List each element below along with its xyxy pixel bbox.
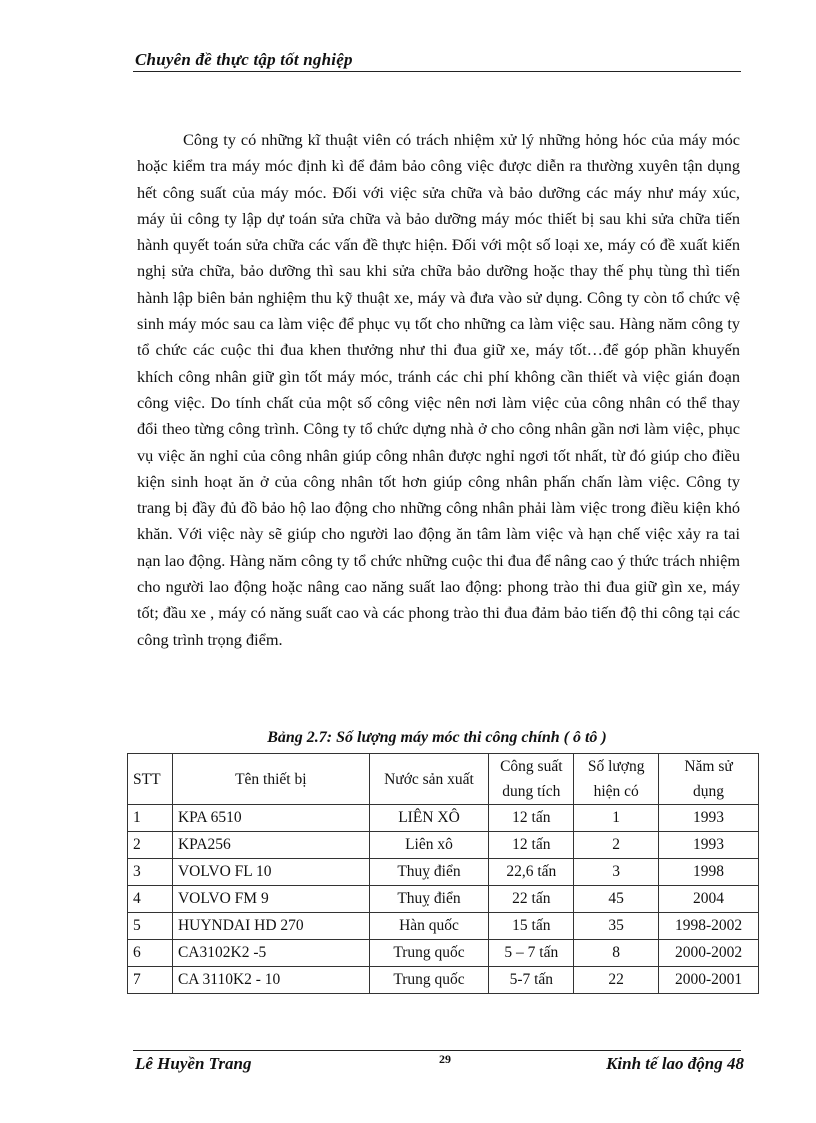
table-header-row [128,754,759,805]
cell-name: VOLVO FM 9 [172,886,369,913]
body-paragraph: Công ty có những kĩ thuật viên có trách nhiệm xử lý những hỏng hóc của máy móc hoặc kiểm tra máy móc định kì để đảm bảo công việc được diễn ra thường xuyên tận dụng hết công suất của máy móc. Đối với việc sửa chữa và bảo dưỡng các máy như máy xúc, máy ủi công ty lập dự toán sửa chữa và bảo dưỡng máy móc thiết bị sau khi sửa chữa tiến hành quyết toán sửa chữa các vấn đề thực hiện. Đối với một số loại xe, máy có đề xuất kiến nghị sửa chữa, bảo dưỡng thì sau khi sửa chữa bảo dưỡng hoặc thay thế phụ tùng thì tiến hành lập biên bản nghiệm thu kỹ thuật xe, máy và đưa vào sử dụng. Công ty còn tổ chức vệ sinh máy móc sau ca làm việc để phục vụ tốt cho những ca làm việc sau. Hàng năm công ty tổ chức các cuộc thi đua khen thưởng như thi đua giữ xe, máy tốt…để góp phần khuyến khích công nhân giữ gìn tốt máy móc, tránh các chi phí không cần thiết và việc gián đoạn công việc. Do tính chất của một số công việc nên nơi làm việc của công nhân có thể thay đổi theo từng công trình. Công ty tổ chức dựng nhà ở cho công nhân gần nơi làm việc, phục vụ việc ăn nghỉ của công nhân giúp công nhân được nghỉ ngơi tốt nhất, từ đó giúp cho điều kiện sinh hoạt ăn ở của công nhân tốt hơn giúp công nhân phấn chấn làm việc. Công ty trang bị đầy đủ đồ bảo hộ lao động cho những công nhân phải làm việc trong điều kiện khó khăn. Với việc này sẽ giúp cho người lao động ăn tâm làm việc và hạn chế việc xảy ra tai nạn lao động. Hàng năm công ty tổ chức những cuộc thi đua để nâng cao ý thức trách nhiệm cho người lao động hoặc nâng cao năng suất lao động: phong trào thi đua giữ gìn xe, máy tốt; đầu xe , máy có năng suất cao và các phong trào thi đua đảm bảo tiến độ thi công tại các công trình trọng điểm. [137,130,740,649]
header-country: Nước sản xuất [369,754,489,805]
cell-country: Thuỵ điển [369,886,489,913]
cell-qty: 22 [574,967,659,994]
table-row [128,832,759,859]
header-year-line1: Năm sử [684,758,733,775]
cell-capacity: 5 – 7 tấn [489,940,574,967]
table-row [128,805,759,832]
body-text [137,127,740,653]
header-qty [574,754,659,805]
cell-qty: 45 [574,886,659,913]
header-capacity-line1: Công suất [500,758,563,775]
table-row [128,913,759,940]
cell-year: 1993 [659,832,759,859]
cell-qty: 2 [574,832,659,859]
cell-stt: 2 [128,832,173,859]
cell-stt: 7 [128,967,173,994]
table-caption [0,729,816,747]
cell-country: LIÊN XÔ [369,805,489,832]
table-row [128,940,759,967]
cell-name: KPA 6510 [172,805,369,832]
header-qty-line1: Số lượng [587,758,645,775]
cell-name: VOLVO FL 10 [172,859,369,886]
cell-name: KPA256 [172,832,369,859]
header-rule [133,71,741,72]
header-year-line2: dụng [693,783,725,800]
cell-stt: 3 [128,859,173,886]
cell-year: 2000-2001 [659,967,759,994]
footer-author: Lê Huyền Trang [135,1054,252,1073]
footer-class-name: Kinh tế lao động 48 [606,1054,744,1073]
cell-stt: 5 [128,913,173,940]
cell-stt: 4 [128,886,173,913]
page-number: 29 [439,1052,451,1066]
table-row [128,859,759,886]
cell-country: Liên xô [369,832,489,859]
cell-qty: 8 [574,940,659,967]
cell-capacity: 15 tấn [489,913,574,940]
cell-qty: 1 [574,805,659,832]
cell-qty: 3 [574,859,659,886]
cell-capacity: 12 tấn [489,832,574,859]
cell-year: 2000-2002 [659,940,759,967]
equipment-table [127,753,759,994]
footer-rule [133,1050,741,1051]
cell-year: 2004 [659,886,759,913]
cell-name: CA3102K2 -5 [172,940,369,967]
header-year [659,754,759,805]
cell-stt: 1 [128,805,173,832]
cell-capacity: 12 tấn [489,805,574,832]
cell-name: CA 3110K2 - 10 [172,967,369,994]
cell-capacity: 5-7 tấn [489,967,574,994]
cell-country: Hàn quốc [369,913,489,940]
header-capacity-line2: dung tích [502,783,561,800]
table-row [128,886,759,913]
cell-country: Thuỵ điển [369,859,489,886]
cell-qty: 35 [574,913,659,940]
cell-stt: 6 [128,940,173,967]
cell-country: Trung quốc [369,967,489,994]
header-name: Tên thiết bị [172,754,369,805]
cell-capacity: 22,6 tấn [489,859,574,886]
cell-year: 1993 [659,805,759,832]
header-title: Chuyên đề thực tập tốt nghiệp [135,50,353,69]
cell-country: Trung quốc [369,940,489,967]
table-caption-text: Bảng 2.7: Số lượng máy móc thi công chính ( ô tô ) [267,729,607,746]
cell-capacity: 22 tấn [489,886,574,913]
header-qty-line2: hiện có [593,783,639,800]
header-stt: STT [128,754,173,805]
cell-name: HUYNDAI HD 270 [172,913,369,940]
table-row [128,967,759,994]
cell-year: 1998-2002 [659,913,759,940]
header-capacity [489,754,574,805]
cell-year: 1998 [659,859,759,886]
